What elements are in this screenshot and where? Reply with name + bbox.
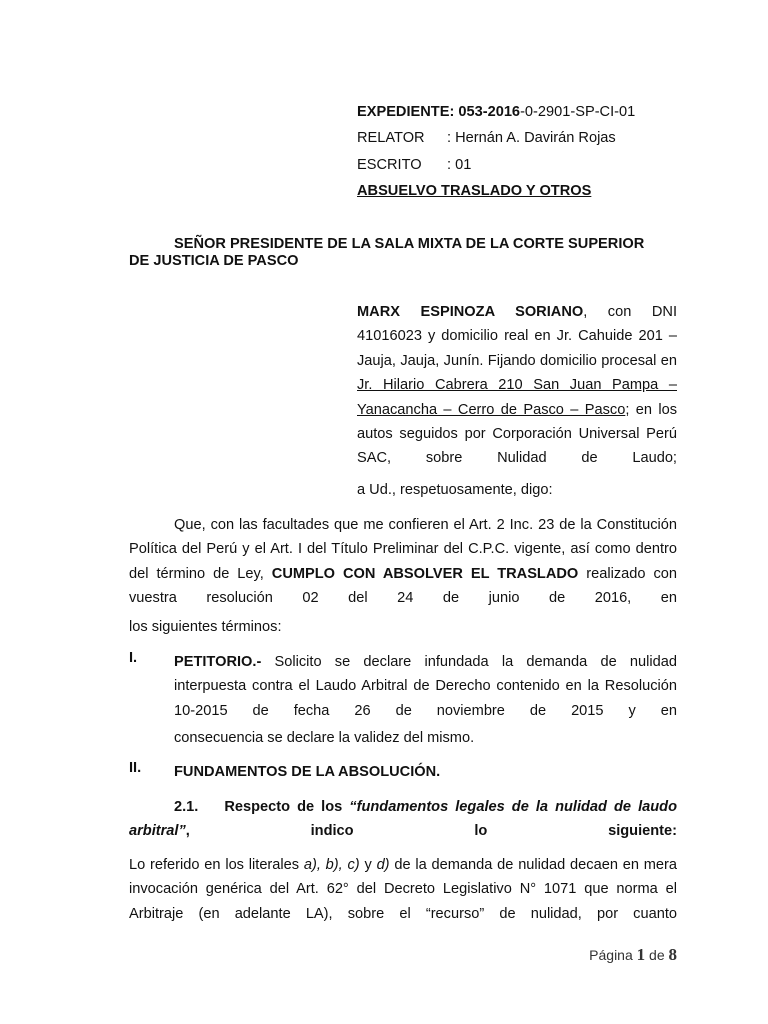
footer-label: Página [589,947,633,963]
section-1-number: I. [129,650,138,666]
expediente-number: 053-2016 [458,104,521,120]
expediente-line [357,103,635,121]
expediente-suffix: -0-2901-SP-CI-01 [520,104,636,120]
section-1-body [174,650,677,723]
party-address: Jr. Hilario Cabrera 210 San Juan Pampa – Yanacancha – Cerro de Pasco – Pasco [357,377,677,418]
footer-page-number: 1 [636,945,646,964]
section-1-text: Solicito se declare infundada la demanda de nulidad interpuesta contra el Laudo Arbitral de Derecho contenido en la Resolución 10-2015 de fecha 26 de noviembre de 2015 y en [174,654,677,719]
intro-closing: los siguientes términos: [129,619,282,635]
footer-page-total: 8 [668,945,677,964]
salutation-line1: SEÑOR PRESIDENTE DE LA SALA MIXTA DE LA CORTE SUPERIOR [174,236,645,252]
body-paragraph [129,853,677,926]
page-footer [589,945,677,965]
section-1-closing: consecuencia se declare la validez del mismo. [174,730,475,746]
intro-bold: CUMPLO CON ABSOLVER EL TRASLADO [271,565,579,582]
section-1-title: PETITORIO.- [174,654,262,670]
section-2-title: FUNDAMENTOS DE LA ABSOLUCIÓN. [174,764,441,780]
subsection-heading [129,795,677,844]
subsection-lead: Respecto de los [224,799,350,815]
body-text-1: Lo referido en los literales [129,857,304,873]
relator-label: RELATOR [357,130,425,146]
expediente-label: EXPEDIENTE: [357,104,455,120]
subsection-tail: , indico lo siguiente: [185,823,677,840]
party-name: MARX ESPINOZA SORIANO [357,304,584,320]
party-text-1: , con DNI 41016023 y domicilio real en Jr. Cahuide 201 – Jauja, Jauja, Junín. Fijando domicilio procesal en [357,304,678,369]
subsection-italic: “fundamentos legales de la nulidad de laudo arbitral” [129,799,677,840]
escrito-value: : 01 [447,157,472,173]
section-fundamentos [0,760,768,784]
intro-text-1: Que, con las facultades que me confieren el Art. 2 Inc. 23 de la Constitución Política del Perú y el Art. I del Título Preliminar del C.P.C. vigente, así como dentro del término de Ley, [129,517,677,582]
subsection-2-1 [129,795,677,844]
sumilla: ABSUELVO TRASLADO Y OTROS [357,183,592,199]
escrito-label: ESCRITO [357,157,422,173]
footer-of: de [649,947,665,963]
intro-text-2: realizado con vuestra resolución 02 del 24 de junio de 2016, en [129,565,677,607]
body-ref-d: d) [376,857,390,873]
body-text-2: y [359,857,377,873]
section-2-number: II. [129,760,142,776]
subsection-number: 2.1. [174,799,199,815]
relator-value: : Hernán A. Davirán Rojas [447,130,616,146]
relator-line [357,129,616,147]
body-text-3: de la demanda de nulidad decaen en mera invocación genérica del Art. 62° del Decreto Legislativo N° 1071 que norma el Arbitraje (en adelante LA), sobre el “recurso” de nulidad, por cuanto [129,857,678,922]
body-refs: a), b), c) [303,857,360,873]
party-closing: a Ud., respetuosamente, digo: [357,482,553,498]
salutation-line2: DE JUSTICIA DE PASCO [129,253,299,269]
section-petitorio [0,650,768,750]
intro-paragraph [129,513,677,611]
party-text-2: ; en los autos seguidos por Corporación Universal Perú SAC, sobre Nulidad de Laudo; [357,401,677,467]
escrito-line [357,156,471,174]
party-paragraph [357,300,677,471]
